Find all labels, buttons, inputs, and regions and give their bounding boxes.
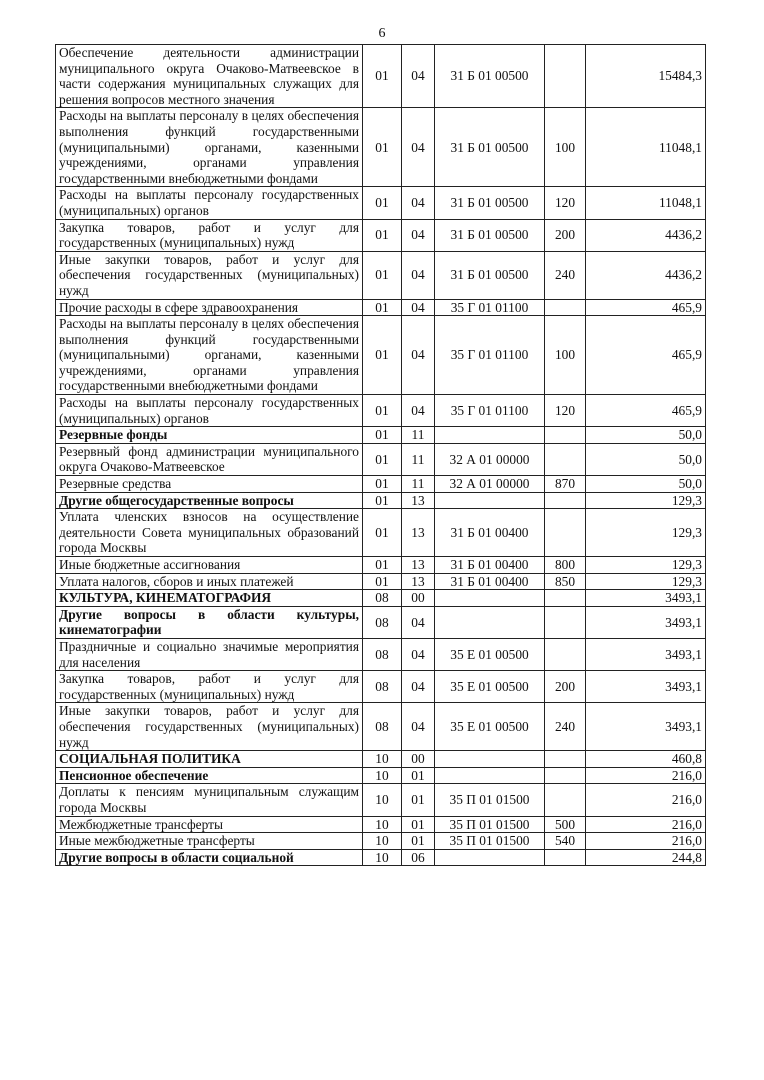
budget-table-body [56, 45, 706, 866]
row-expense-type-cell: 100 [545, 108, 586, 187]
row-expense-type-cell [545, 492, 586, 509]
row-section-cell: 08 [363, 606, 402, 638]
row-name-cell: Доплаты к пенсиям муниципальным служащим города Москвы [56, 784, 363, 816]
row-name-cell: Расходы на выплаты персоналу государственных (муниципальных) органов [56, 395, 363, 427]
row-expense-type-cell: 540 [545, 833, 586, 850]
row-name-cell: Резервные фонды [56, 427, 363, 444]
table-row [56, 45, 706, 108]
row-subsection-cell: 01 [402, 816, 435, 833]
row-expense-type-cell [545, 45, 586, 108]
row-target-article-cell [435, 767, 545, 784]
row-subsection-cell: 11 [402, 427, 435, 444]
row-section-cell: 01 [363, 219, 402, 251]
row-target-article-cell [435, 590, 545, 607]
row-target-article-cell: 35 П 01 01500 [435, 816, 545, 833]
row-name-cell: Иные закупки товаров, работ и услуг для обеспечения государственных (муниципальных) нужд [56, 251, 363, 299]
row-expense-type-cell: 120 [545, 187, 586, 219]
row-subsection-cell: 00 [402, 751, 435, 768]
row-name-cell: Межбюджетные трансферты [56, 816, 363, 833]
table-row [56, 509, 706, 557]
row-target-article-cell: 35 Е 01 00500 [435, 638, 545, 670]
row-target-article-cell: 35 Е 01 00500 [435, 671, 545, 703]
row-name-cell: Расходы на выплаты персоналу в целях обеспечения выполнения функций государственными (муниципальными) органами, казенными учреждениями, органами управления государственными внебюджетными фондами [56, 108, 363, 187]
table-row [56, 849, 706, 866]
row-amount-cell: 129,3 [586, 492, 706, 509]
row-subsection-cell: 04 [402, 606, 435, 638]
row-expense-type-cell: 500 [545, 816, 586, 833]
row-section-cell: 10 [363, 833, 402, 850]
row-subsection-cell: 04 [402, 638, 435, 670]
row-target-article-cell: 35 Е 01 00500 [435, 703, 545, 751]
row-name-cell: Резервный фонд администрации муниципального округа Очаково-Матвеевское [56, 443, 363, 475]
row-target-article-cell [435, 492, 545, 509]
table-row [56, 784, 706, 816]
row-section-cell: 10 [363, 816, 402, 833]
table-row [56, 573, 706, 590]
row-target-article-cell: 35 П 01 01500 [435, 833, 545, 850]
row-expense-type-cell [545, 751, 586, 768]
table-row [56, 606, 706, 638]
row-section-cell: 10 [363, 849, 402, 866]
row-name-cell: Уплата членских взносов на осуществление деятельности Совета муниципальных образований города Москвы [56, 509, 363, 557]
row-amount-cell: 216,0 [586, 784, 706, 816]
table-row [56, 767, 706, 784]
row-amount-cell: 244,8 [586, 849, 706, 866]
row-section-cell: 08 [363, 703, 402, 751]
row-target-article-cell [435, 606, 545, 638]
row-expense-type-cell [545, 767, 586, 784]
row-target-article-cell: 31 Б 01 00400 [435, 557, 545, 574]
table-row [56, 219, 706, 251]
row-target-article-cell [435, 751, 545, 768]
row-subsection-cell: 04 [402, 251, 435, 299]
row-target-article-cell: 31 Б 01 00500 [435, 251, 545, 299]
row-amount-cell: 216,0 [586, 767, 706, 784]
row-target-article-cell: 31 Б 01 00500 [435, 187, 545, 219]
row-amount-cell: 465,9 [586, 299, 706, 316]
row-amount-cell: 3493,1 [586, 606, 706, 638]
table-row [56, 187, 706, 219]
row-subsection-cell: 11 [402, 476, 435, 493]
row-expense-type-cell [545, 606, 586, 638]
row-subsection-cell: 04 [402, 299, 435, 316]
row-subsection-cell: 01 [402, 833, 435, 850]
row-subsection-cell: 13 [402, 492, 435, 509]
row-expense-type-cell: 850 [545, 573, 586, 590]
row-section-cell: 01 [363, 509, 402, 557]
row-section-cell: 08 [363, 638, 402, 670]
row-target-article-cell: 31 Б 01 00400 [435, 573, 545, 590]
row-name-cell: Расходы на выплаты персоналу государственных (муниципальных) органов [56, 187, 363, 219]
row-section-cell: 01 [363, 251, 402, 299]
row-target-article-cell: 35 П 01 01500 [435, 784, 545, 816]
row-subsection-cell: 04 [402, 187, 435, 219]
row-amount-cell: 465,9 [586, 316, 706, 395]
row-section-cell: 01 [363, 476, 402, 493]
row-subsection-cell: 04 [402, 671, 435, 703]
row-expense-type-cell: 200 [545, 671, 586, 703]
table-row [56, 590, 706, 607]
row-section-cell: 01 [363, 108, 402, 187]
row-amount-cell: 50,0 [586, 427, 706, 444]
table-row [56, 427, 706, 444]
row-target-article-cell: 32 А 01 00000 [435, 476, 545, 493]
table-row [56, 816, 706, 833]
row-name-cell: Иные бюджетные ассигнования [56, 557, 363, 574]
row-amount-cell: 3493,1 [586, 590, 706, 607]
row-name-cell: Закупка товаров, работ и услуг для государственных (муниципальных) нужд [56, 671, 363, 703]
row-amount-cell: 216,0 [586, 833, 706, 850]
row-name-cell: Резервные средства [56, 476, 363, 493]
row-amount-cell: 129,3 [586, 573, 706, 590]
row-section-cell: 01 [363, 395, 402, 427]
table-row [56, 476, 706, 493]
row-expense-type-cell: 240 [545, 251, 586, 299]
row-expense-type-cell [545, 849, 586, 866]
table-row [56, 299, 706, 316]
row-amount-cell: 11048,1 [586, 187, 706, 219]
row-expense-type-cell [545, 784, 586, 816]
row-name-cell: Иные межбюджетные трансферты [56, 833, 363, 850]
row-target-article-cell: 31 Б 01 00500 [435, 108, 545, 187]
row-section-cell: 01 [363, 187, 402, 219]
row-subsection-cell: 13 [402, 557, 435, 574]
row-section-cell: 10 [363, 751, 402, 768]
page-number: 6 [378, 26, 386, 41]
row-expense-type-cell [545, 638, 586, 670]
table-row [56, 751, 706, 768]
row-amount-cell: 460,8 [586, 751, 706, 768]
row-section-cell: 08 [363, 671, 402, 703]
row-name-cell: Обеспечение деятельности администрации муниципального округа Очаково-Матвеевское в части содержания муниципальных служащих для решения вопросов местного значения [56, 45, 363, 108]
row-amount-cell: 11048,1 [586, 108, 706, 187]
row-section-cell: 01 [363, 427, 402, 444]
row-expense-type-cell: 870 [545, 476, 586, 493]
row-name-cell: КУЛЬТУРА, КИНЕМАТОГРАФИЯ [56, 590, 363, 607]
row-expense-type-cell: 200 [545, 219, 586, 251]
table-row [56, 443, 706, 475]
row-subsection-cell: 04 [402, 219, 435, 251]
table-row [56, 833, 706, 850]
table-row [56, 251, 706, 299]
row-amount-cell: 3493,1 [586, 638, 706, 670]
row-subsection-cell: 06 [402, 849, 435, 866]
table-row [56, 316, 706, 395]
row-subsection-cell: 04 [402, 45, 435, 108]
row-name-cell: Пенсионное обеспечение [56, 767, 363, 784]
row-section-cell: 10 [363, 767, 402, 784]
row-name-cell: Закупка товаров, работ и услуг для государственных (муниципальных) нужд [56, 219, 363, 251]
row-expense-type-cell [545, 427, 586, 444]
row-subsection-cell: 01 [402, 784, 435, 816]
row-subsection-cell: 13 [402, 573, 435, 590]
row-section-cell: 01 [363, 45, 402, 108]
row-section-cell: 01 [363, 443, 402, 475]
row-amount-cell: 50,0 [586, 476, 706, 493]
row-name-cell: Другие вопросы в области социальной [56, 849, 363, 866]
row-expense-type-cell: 120 [545, 395, 586, 427]
row-target-article-cell: 31 Б 01 00400 [435, 509, 545, 557]
row-name-cell: СОЦИАЛЬНАЯ ПОЛИТИКА [56, 751, 363, 768]
row-amount-cell: 3493,1 [586, 703, 706, 751]
row-section-cell: 10 [363, 784, 402, 816]
table-row [56, 671, 706, 703]
row-section-cell: 08 [363, 590, 402, 607]
row-amount-cell: 216,0 [586, 816, 706, 833]
row-target-article-cell: 35 Г 01 01100 [435, 299, 545, 316]
row-expense-type-cell [545, 299, 586, 316]
table-row [56, 638, 706, 670]
row-subsection-cell: 04 [402, 316, 435, 395]
table-row [56, 492, 706, 509]
row-amount-cell: 129,3 [586, 509, 706, 557]
row-section-cell: 01 [363, 316, 402, 395]
row-expense-type-cell [545, 443, 586, 475]
row-subsection-cell: 04 [402, 703, 435, 751]
row-expense-type-cell [545, 590, 586, 607]
table-row [56, 108, 706, 187]
row-name-cell: Иные закупки товаров, работ и услуг для обеспечения государственных (муниципальных) нужд [56, 703, 363, 751]
row-name-cell: Уплата налогов, сборов и иных платежей [56, 573, 363, 590]
table-row [56, 395, 706, 427]
row-subsection-cell: 00 [402, 590, 435, 607]
row-name-cell: Другие общегосударственные вопросы [56, 492, 363, 509]
row-subsection-cell: 04 [402, 108, 435, 187]
row-name-cell: Прочие расходы в сфере здравоохранения [56, 299, 363, 316]
row-target-article-cell: 32 А 01 00000 [435, 443, 545, 475]
row-name-cell: Праздничные и социально значимые мероприятия для населения [56, 638, 363, 670]
row-subsection-cell: 04 [402, 395, 435, 427]
row-amount-cell: 4436,2 [586, 251, 706, 299]
row-amount-cell: 50,0 [586, 443, 706, 475]
row-name-cell: Другие вопросы в области культуры, кинематографии [56, 606, 363, 638]
row-target-article-cell: 35 Г 01 01100 [435, 395, 545, 427]
row-expense-type-cell: 100 [545, 316, 586, 395]
row-target-article-cell: 35 Г 01 01100 [435, 316, 545, 395]
row-amount-cell: 15484,3 [586, 45, 706, 108]
row-subsection-cell: 01 [402, 767, 435, 784]
row-target-article-cell: 31 Б 01 00500 [435, 45, 545, 108]
row-amount-cell: 3493,1 [586, 671, 706, 703]
row-target-article-cell: 31 Б 01 00500 [435, 219, 545, 251]
row-section-cell: 01 [363, 573, 402, 590]
row-expense-type-cell: 240 [545, 703, 586, 751]
row-section-cell: 01 [363, 299, 402, 316]
row-target-article-cell [435, 427, 545, 444]
row-name-cell: Расходы на выплаты персоналу в целях обеспечения выполнения функций государственными (муниципальными) органами, казенными учреждениями, органами управления государственными внебюджетными фондами [56, 316, 363, 395]
row-section-cell: 01 [363, 557, 402, 574]
row-expense-type-cell [545, 509, 586, 557]
row-subsection-cell: 11 [402, 443, 435, 475]
row-amount-cell: 129,3 [586, 557, 706, 574]
row-subsection-cell: 13 [402, 509, 435, 557]
row-amount-cell: 465,9 [586, 395, 706, 427]
budget-table [55, 44, 706, 866]
row-target-article-cell [435, 849, 545, 866]
row-section-cell: 01 [363, 492, 402, 509]
row-expense-type-cell: 800 [545, 557, 586, 574]
row-amount-cell: 4436,2 [586, 219, 706, 251]
table-row [56, 703, 706, 751]
table-row [56, 557, 706, 574]
